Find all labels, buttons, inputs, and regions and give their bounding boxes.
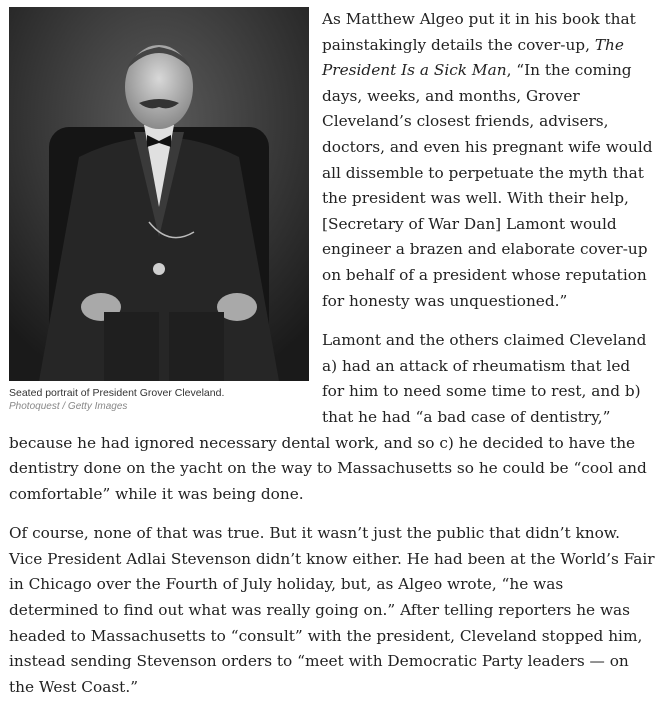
book-title: The President Is a Sick Man (322, 35, 624, 80)
figure-caption: Seated portrait of President Grover Cleveland. (9, 387, 225, 399)
figure (9, 7, 309, 413)
paragraph-2: Lamont and the others claimed Cleveland a) had an attack of rheumatism that led for him to need some time to rest, and b) that he had “a bad case of dentistry,” because he had ignored necessary dental work, and so c) he decided to have the dentistry done on the yacht on the way to Massachusetts so he could be “cool and comfortable” while it was being done. (9, 331, 647, 503)
figure-credit: Photoquest / Getty Images (9, 401, 128, 412)
paragraph-1-text-a: As Matthew Algeo put it in his book that painstakingly details the cover-up, (322, 10, 636, 54)
portrait-photo (9, 7, 309, 381)
paragraph-1-text-b: , “In the coming days, weeks, and months, Grover Cleveland’s closest friends, advisers, doctors, and even his pregnant wife would all dissemble to perpetuate the myth that the president was well. With their help, [Secretary of War Dan] Lamont would engineer a brazen and elaborate cover-up on behalf of a president whose reputation for honesty was unquestioned.” (322, 61, 653, 310)
article-body (9, 7, 655, 714)
paragraph-3: Of course, none of that was true. But it wasn’t just the public that didn’t know. Vice President Adlai Stevenson didn’t know either. He had been at the World’s Fair in Chicago over the Fourth of July holiday, but, as Algeo wrote, “he was determined to find out what was really going on.” After telling reporters he was headed to Massachusetts to “consult” with the president, Cleveland stopped him, instead sending Stevenson orders to “meet with Democratic Party leaders — on the West Coast.” (9, 524, 655, 696)
